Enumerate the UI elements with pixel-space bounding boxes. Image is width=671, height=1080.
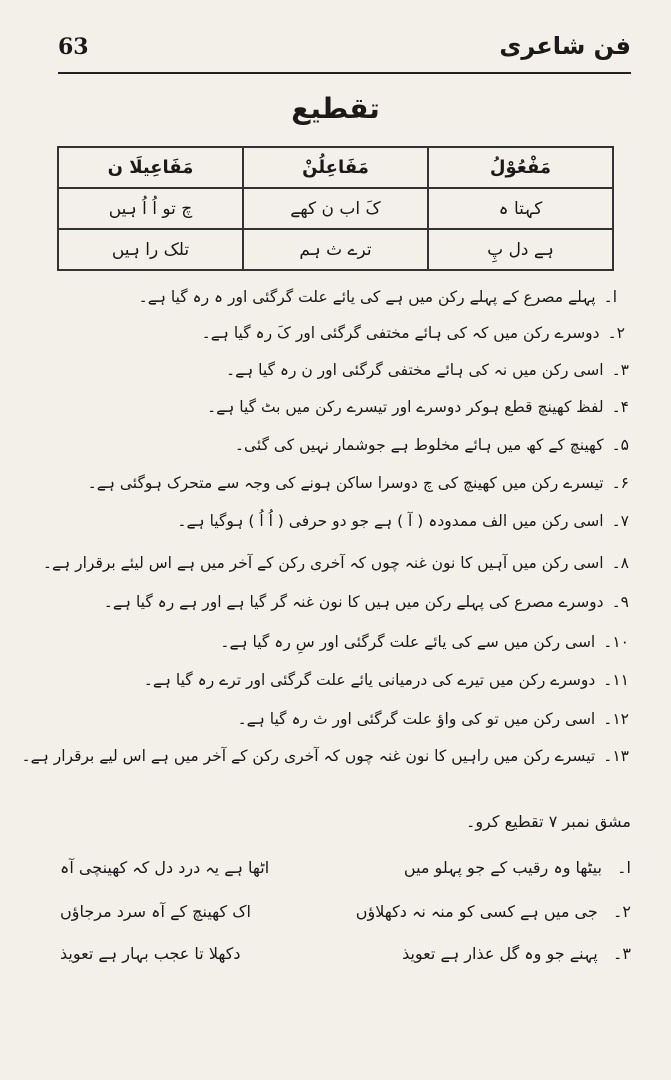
note-number: ۶۔ bbox=[611, 474, 629, 492]
note-text: تیسرے رکن میں کھینچ کی چ دوسرا ساکن ہونے کی وجہ سے متحرک ہوگئی ہے۔ bbox=[87, 474, 604, 492]
note-number: ۱۰۔ bbox=[603, 633, 629, 651]
list-item bbox=[226, 361, 629, 379]
couplet-number: ۳۔ bbox=[613, 944, 631, 963]
couplet-second-line: اٹھا ہے یہ درد دل کہ کھینچی آہ bbox=[60, 858, 270, 877]
list-item bbox=[43, 554, 629, 572]
table-row bbox=[58, 188, 613, 229]
list-item bbox=[88, 474, 629, 492]
couplet-second-line: دکھلا تا عجب بہار ہے تعویذ bbox=[60, 944, 241, 963]
note-text: پہلے مصرع کے پہلے رکن میں ہے کی یائے علت گرگئی اور ہ رہ گیا ہے۔ bbox=[138, 288, 596, 306]
note-text: دوسرے رکن میں کہ کی ہائے مختفی گرگئی اور کَ رہ گیا ہے۔ bbox=[201, 324, 600, 342]
note-text: اسی رکن میں تو کی واؤ علت گرگئی اور ث رہ گیا ہے۔ bbox=[237, 710, 596, 728]
exercise-title: مشق نمبر ۷ تقطیع کرو۔ bbox=[465, 812, 631, 831]
page-number: 63 bbox=[58, 34, 89, 60]
couplet-number: ا۔ bbox=[617, 858, 631, 877]
list-item bbox=[60, 944, 631, 974]
list-item bbox=[177, 512, 629, 530]
note-number: ۴۔ bbox=[611, 398, 629, 416]
scansion-table bbox=[57, 146, 614, 271]
table-header-cell: مَفَاعِیلَا ن bbox=[58, 147, 243, 188]
couplet-line-text: بیٹھا وہ رقیب کے جو پہلو میں bbox=[403, 858, 602, 877]
list-item bbox=[207, 398, 629, 416]
note-number: ۲۔ bbox=[607, 324, 625, 342]
table-cell: چ تو اُ اُ ہیں bbox=[58, 188, 243, 229]
note-text: اسی رکن میں الف ممدودہ ( آ ) ہے جو دو حرفی ( اُ اُ ) ہوگیا ہے۔ bbox=[177, 512, 604, 530]
table-header-row bbox=[58, 147, 613, 188]
list-item bbox=[60, 858, 631, 888]
couplet-first-line bbox=[402, 944, 631, 963]
section-title: تقطیع bbox=[291, 92, 380, 125]
note-number: ۱۳۔ bbox=[603, 747, 629, 765]
table-cell: ترے ث ہم bbox=[243, 229, 428, 270]
couplet-line-text: پہنے جو وہ گل عذار ہے تعویذ bbox=[402, 944, 598, 963]
note-text: اسی رکن میں آہیں کا نون غنہ چوں کہ آخری رکن کے آخر میں ہے اس لیئے برقرار ہے۔ bbox=[42, 554, 604, 572]
note-number: ۵۔ bbox=[611, 436, 629, 454]
table-cell: ہے دل پِ bbox=[428, 229, 613, 270]
header-divider bbox=[58, 72, 631, 74]
note-text: لفظ کھینچ قطع ہوکر دوسرے اور تیسرے رکن میں بٹ گیا ہے۔ bbox=[207, 398, 604, 416]
page-header bbox=[58, 32, 631, 72]
table-cell: کہتا ہ bbox=[428, 188, 613, 229]
note-text: تیسرے رکن میں راہیں کا نون غنہ چوں کہ آخری رکن کے آخر میں ہے اس لیے برقرار ہے۔ bbox=[21, 747, 596, 765]
table-header-cell: مَفْعُوْلُ bbox=[428, 147, 613, 188]
note-text: اسی رکن میں سے کی یائے علت گرگئی اور سِ رہ گیا ہے۔ bbox=[220, 633, 596, 651]
note-number: ۱۱۔ bbox=[603, 671, 629, 689]
table-cell: تلک را ہیں bbox=[58, 229, 243, 270]
table-row bbox=[58, 229, 613, 270]
note-text: دوسرے رکن میں تیرے کی درمیانی یائے علت گرگئی اور ترے رہ گیا ہے۔ bbox=[143, 671, 596, 689]
list-item bbox=[220, 633, 629, 651]
table-cell: کَ اب ن کھے bbox=[243, 188, 428, 229]
list-item bbox=[235, 436, 629, 454]
list-item bbox=[202, 324, 625, 342]
note-number: ۸۔ bbox=[611, 554, 629, 572]
book-title: فن شاعری bbox=[499, 32, 631, 60]
note-number: ۹۔ bbox=[611, 593, 629, 611]
list-item bbox=[60, 902, 631, 932]
couplet-second-line: اک کھینچ کے آہ سرد مرجاؤں bbox=[60, 902, 251, 921]
note-number: ۷۔ bbox=[611, 512, 629, 530]
couplet-number: ۲۔ bbox=[613, 902, 631, 921]
couplet-first-line bbox=[356, 902, 631, 921]
list-item bbox=[144, 671, 629, 689]
list-item bbox=[139, 288, 617, 306]
list-item bbox=[104, 593, 629, 611]
couplet-first-line bbox=[404, 858, 631, 877]
list-item bbox=[22, 747, 629, 765]
list-item bbox=[238, 710, 629, 728]
note-text: کھینچ کے کھ میں ہائے مخلوط ہے جوشمار نہیں کی گئی۔ bbox=[234, 436, 604, 454]
table-header-cell: مَفَاعِلُنْ bbox=[243, 147, 428, 188]
couplet-line-text: جی میں ہے کسی کو منہ نہ دکھلاؤں bbox=[355, 902, 598, 921]
note-number: ۱۲۔ bbox=[603, 710, 629, 728]
note-number: ۳۔ bbox=[611, 361, 629, 379]
note-number: ا۔ bbox=[603, 288, 617, 306]
note-text: دوسرے مصرع کی پہلے رکن میں ہیں کا نون غنہ گر گیا ہے اور ہے رہ گیا ہے۔ bbox=[103, 593, 604, 611]
note-text: اسی رکن میں نہ کی ہائے مختفی گرگئی اور ن رہ گیا ہے۔ bbox=[226, 361, 604, 379]
